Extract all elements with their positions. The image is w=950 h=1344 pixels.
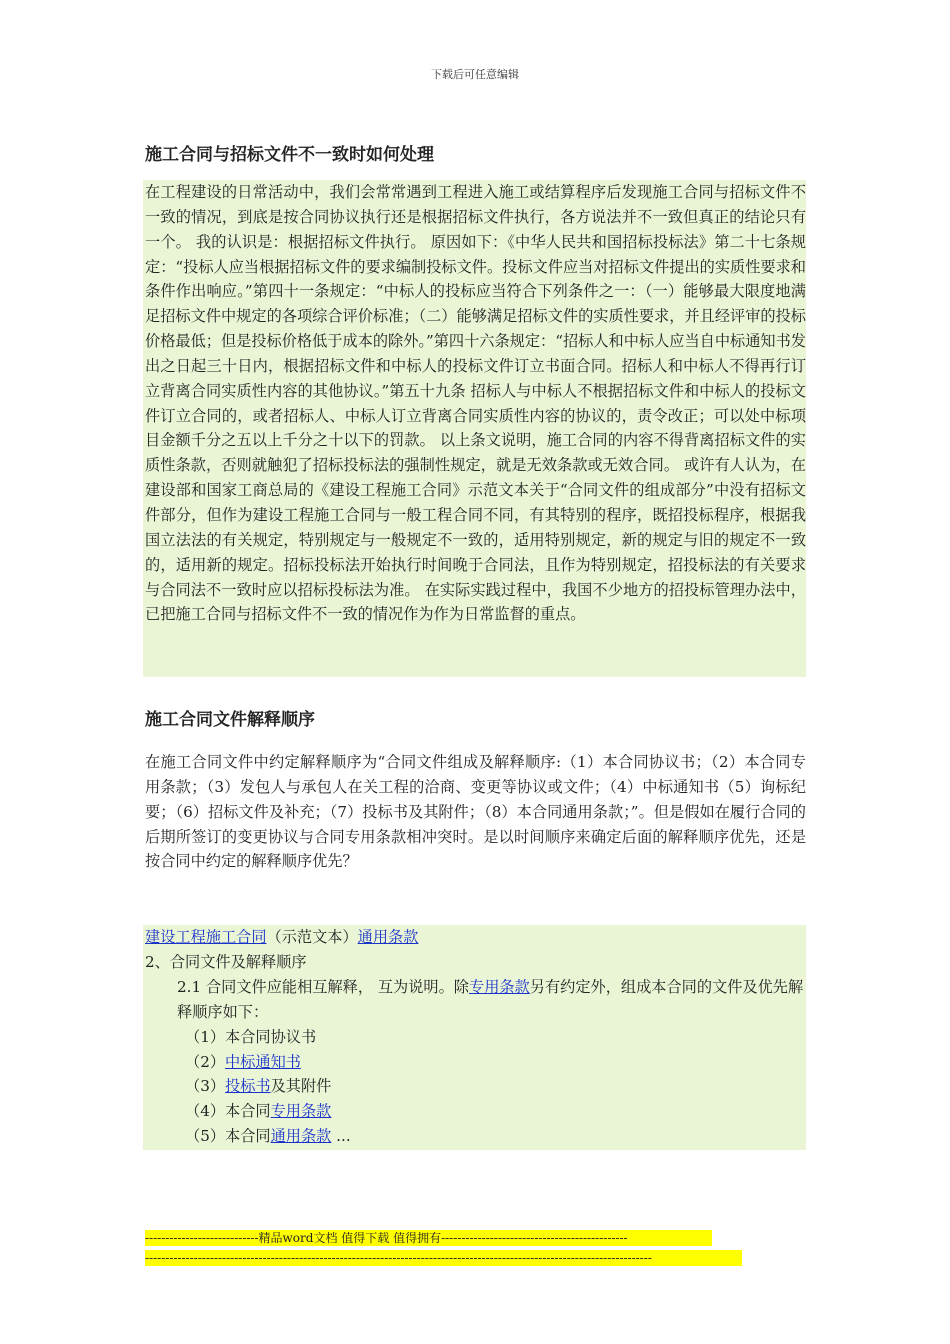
section-body-mismatch: 在工程建设的日常活动中，我们会常常遇到工程进入施工或结算程序后发现施工合同与招标文件不一致的情况，到底是按合同协议执行还是根据招标文件执行，各方说法并不一致但真正的结论只有一个。 我的认识是：根据招标文件执行。 原因如下：《中华人民共和国招标投标法》第二十七条规定：“投标人应当根据招标文件的要求编制投标文件。投标文件应当对招标文件提出的实质性要求和条件作出响应。”第四十一条规定：“中标人的投标应当符合下列条件之一：（一）能够最大限度地满足招标文件中规定的各项综合评价标准；（二）能够满足招标文件的实质性要求，并且经评审的投标价格最低；但是投标价格低于成本的除外。”第四十六条规定：“招标人和中标人应当自中标通知书发出之日起三十日内，根据招标文件和中标人的投标文件订立书面合同。招标人和中标人不得再行订立背离合同实质性内容的其他协议。”第五十九条 招标人与中标人不根据招标文件和中标人的投标文件订立合同的，或者招标人、中标人订立背离合同实质性内容的协议的，责令改正；可以处中标项目金额千分之五以上千分之十以下的罚款。 以上条文说明，施工合同的内容不得背离招标文件的实质性条款，否则就触犯了招标投标法的强制性规定，就是无效条款或无效合同。 或许有人认为，在建设部和国家工商总局的《建设工程施工合同》示范文本关于“合同文件的组成部分”中没有招标文件部分，但作为建设工程施工合同与一般工程合同不同，有其特别的程序，既招投标程序，根据我国立法法的有关规定，特别规定与一般规定不一致的，适用特别规定，新的规定与旧的规定不一致的，适用新的规定。招标投标法开始执行时间晚于合同法，且作为特别规定，招投标法的有关要求与合同法不一致时应以招标投标法为准。 在实际实践过程中，我国不少地方的招投标管理办法中，已把施工合同与招标文件不一致的情况作为作为日常监督的重点。: [145, 183, 806, 624]
list-item: [145, 1050, 806, 1075]
page-footer: [145, 1230, 742, 1270]
clause-2-1: [145, 975, 806, 1025]
link-bid-award-notice[interactable]: 中标通知书: [225, 1052, 301, 1071]
link-general-clauses-item[interactable]: 通用条款: [270, 1127, 332, 1146]
general-clauses-excerpt: [145, 925, 806, 1149]
list-item-text: （4）本合同: [185, 1102, 271, 1121]
section-title-mismatch: 施工合同与招标文件不一致时如何处理: [145, 145, 434, 165]
footer-line-2: -----------------------------------------------------------------------------------------------------------------------------: [145, 1250, 742, 1266]
section-title-interpretation-order: 施工合同文件解释顺序: [145, 710, 315, 730]
clause-2-1-text-b: 另有约定外，组成本合同的文件及优先解释顺序如下：: [177, 977, 804, 1021]
list-item: [145, 1124, 806, 1149]
list-item: [145, 1074, 806, 1099]
link-general-clauses[interactable]: 通用条款: [357, 928, 419, 946]
clause-2-1-text-a: 2.1 合同文件应能相互解释， 互为说明。除: [177, 977, 469, 996]
footer-line-1: ----------------------------精品word文档 值得下载 值得拥有----------------------------------------------: [145, 1230, 712, 1246]
list-item: [145, 1099, 806, 1124]
clause-heading: 2、合同文件及解释顺序: [145, 952, 307, 971]
excerpt-heading-text: （示范文本）: [266, 928, 358, 946]
list-item-suffix: 及其附件: [270, 1077, 332, 1096]
section-body-interpretation-order: 在施工合同文件中约定解释顺序为“合同文件组成及解释顺序:（1）本合同协议书；（2）本合同专用条款；（3）发包人与承包人在关工程的洽商、变更等协议或文件；（4）中标通知书（5）询标纪要；（6）招标文件及补充；（7）投标书及其附件；（8）本合同通用条款；”。但是假如在履行合同的后期所签订的变更协议与合同专用条款相冲突时。是以时间顺序来确定后面的解释顺序优先，还是按合同中约定的解释顺序优先？: [145, 753, 806, 871]
list-item: [145, 1025, 806, 1050]
list-item-text: （1）本合同协议书: [185, 1027, 317, 1046]
link-special-clauses-item[interactable]: 专用条款: [270, 1102, 332, 1121]
list-item-text: （3）: [185, 1077, 226, 1096]
excerpt-heading: [145, 925, 806, 950]
list-item-suffix: ...: [331, 1127, 351, 1146]
link-special-clauses[interactable]: 专用条款: [469, 977, 530, 996]
list-item-text: （5）本合同: [185, 1127, 271, 1146]
link-tender-document[interactable]: 投标书: [225, 1077, 271, 1096]
page-header: 下载后可任意编辑: [431, 68, 519, 81]
link-construction-contract[interactable]: 建设工程施工合同: [145, 928, 267, 946]
list-item-text: （2）: [185, 1052, 226, 1071]
